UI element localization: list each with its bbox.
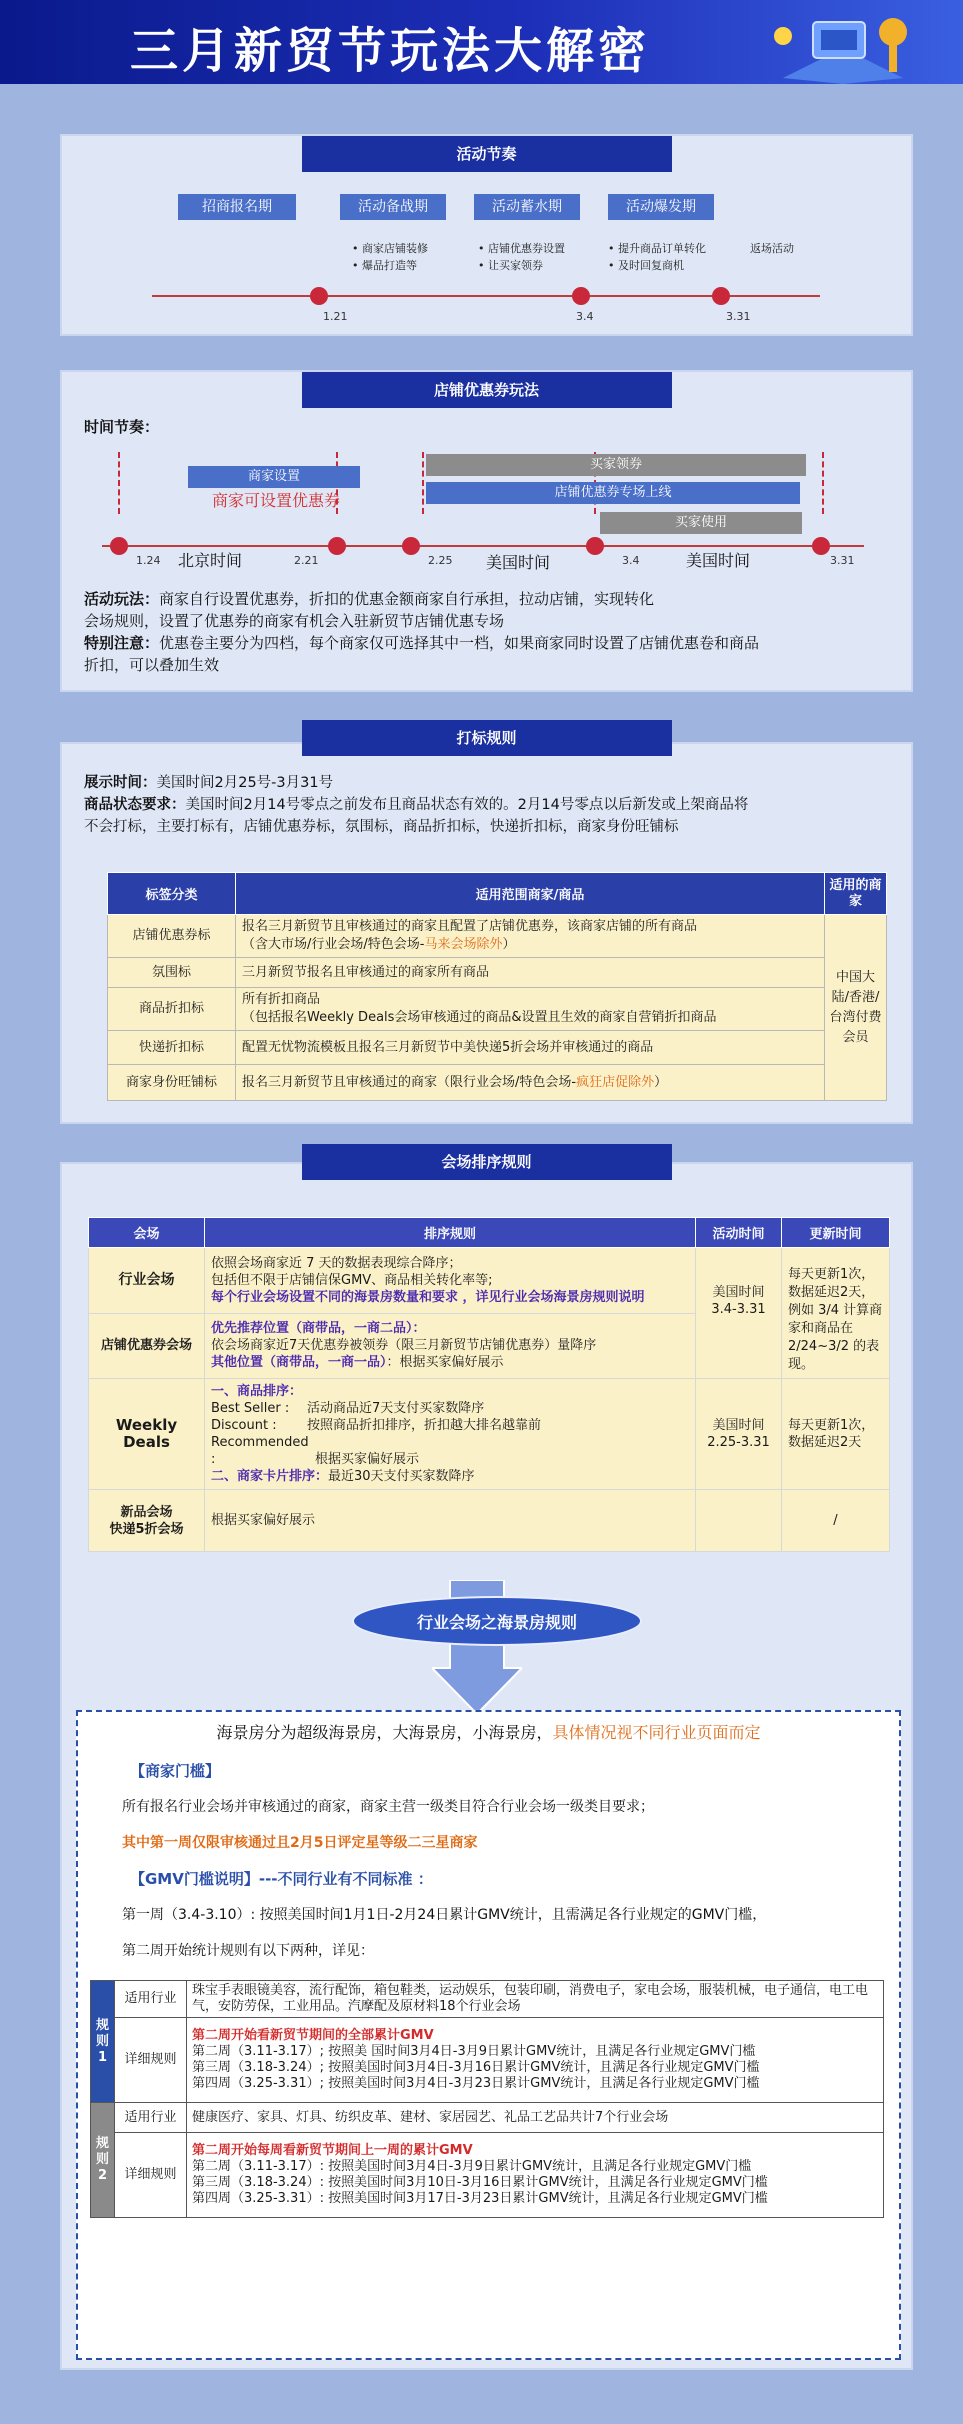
seaview-rules-box: 海景房分为超级海景房，大海景房，小海景房，具体情况视不同行业页面而定 【商家门槛】 所有报名行业会场并审核通过的商家，商家主营一级类目符合行业会场一级类目要求； 其中第一周仅限审核通过且2月5日评定星等级二三星商家 【GMV门槛说明】---不同行业有不同标准 ： 第一周（3.4-3.10）: 按照美国时间1月1日-2月24日累计GMV统计，且需满足各行业规定的GMV门槛， 第二周开始统计规则有以下两种，详见： 规则1 适用行业 珠宝手表眼镜美容，流行配饰，箱包鞋类，运动娱乐，包装印刷，消费电子，家电会场，服装机械，电子通信，电工电气，安防劳保，工业用品。汽摩配及原材料18个行业会场 详细规则 第二周开始看新贸节期间的全部累计GMV 第二周（3.11-3.17）; 按照美 国时间3月4日-3月9日累计GMV统计，且满足各行业规定GMV门槛 第三周（3.18-3.24）; 按照美国时间3月4日-3月16日累计GMV统计，且满足各行业规定GMV门槛 第四周（3.25-3.31）; 按照美国时间3月4日-3月23日累计GMV统计，且满足各行业规定GMV门槛 规则2 适用行业 健康医疗、家具、灯具、纺织皮革、建材、家居园艺、礼品工艺品共计7个行业会场 详细规则 第二周开始每周看新贸节期间上一周的累计GMV 第二周（3.11-3.17）: 按照美国时间3月4日-3月9日累计GMV统计，且满足各行业规定GMV门槛 第三周（3.18-3.24）: 按照美国时间3月10日-3月16日累计GMV统计，且满足各行业规定GMV门槛 第四周（3.25-3.31）: 按照美国时间3月17日-3月23日累计GMV统计，且满足各行业规定GMV门槛 xyxy=(76,1710,901,2360)
coupon-date-2: 2.21 xyxy=(294,554,319,567)
coupon-dot-2 xyxy=(328,537,346,555)
table-row: 详细规则 第二周开始每周看新贸节期间上一周的累计GMV 第二周（3.11-3.17）: 按照美国时间3月4日-3月9日累计GMV统计，且满足各行业规定GMV门槛 第三周（3.18-3.24）: 按照美国时间3月10日-3月16日累计GMV统计，且满足各行业规定GMV门槛 第四周（3.25-3.31）: 按照美国时间3月17日-3月23日累计GMV统计，且满足各行业规定GMV门槛 xyxy=(91,2133,884,2218)
gmv-rules-table xyxy=(90,1980,884,2218)
table-row: 氛围标 三月新贸节报名且审核通过的商家所有商品 xyxy=(108,958,887,988)
tag-header-category: 标签分类 xyxy=(108,873,236,915)
rhythm-dot-1 xyxy=(310,287,328,305)
merchant-scope-cell: 中国大陆/香港/台湾付费会员 xyxy=(825,915,887,1101)
warmup-bullets: • 店铺优惠券设置 • 让买家领券 xyxy=(478,242,565,272)
time-rhythm-label: 时间节奏： xyxy=(84,418,160,436)
sort-table: 会场 排序规则 活动时间 更新时间 行业会场 依照会场商家近 7 天的数据表现综合降序； 包括但不限于店铺信保GMV、商品相关转化率等; 每个行业会场设置不同的海景房数量和要求 ，详见行业会场海景房规则说明 美国时间 3.4-3.31 每天更新1次，数据延迟2天，例如 3/4 计算商家和商品在2/24~3/2 的表现。 店铺优惠券会场 优先推荐位置（商带品，一商二品）： 依会场商家近7天优惠券被领券（限三月新贸节店铺优惠券）量降序 其他位置（商带品，一商一品）：根据买家偏好展示 Weekly Deals 一、商品排序： Best Seller : 活动商品近7天支付买家数降序 Discount : 按照商品折扣排序，折扣越大排名越靠前 Recommended : 根据买家偏好展示 二、商家卡片排序：最近30天支付买家数降序 美国时间 2.25-3.31 每天更新1次，数据延迟2天 新品会场 快递5折会场 根据买家偏好展示 / xyxy=(88,1217,890,1552)
table-row: 店铺优惠券标 报名三月新贸节且审核通过的商家且配置了店铺优惠券，该商家店铺的所有商品 （含大市场/行业会场/特色会场-马来会场除外） 中国大陆/香港/台湾付费会员 xyxy=(108,915,887,958)
page-header xyxy=(0,0,963,84)
section-title-rhythm: 活动节奏 xyxy=(302,136,672,172)
tag-header-merchant: 适用的商家 xyxy=(825,873,887,915)
table-row: 商品折扣标 所有折扣商品 （包括报名Weekly Deals会场审核通过的商品&设置且生效的商家自营销折扣商品 xyxy=(108,988,887,1031)
phase-prep: 活动备战期 xyxy=(340,194,446,220)
rhythm-dot-3 xyxy=(712,287,730,305)
section-title-coupon: 店铺优惠券玩法 xyxy=(302,372,672,408)
play-rule-text: 活动玩法：商家自行设置优惠券，折扣的优惠金额商家自行承担，拉动店铺，实现转化 会场规则，设置了优惠券的商家有机会入驻新贸节店铺优惠专场 特别注意：优惠卷主要分为四档，每个商家仅可选择其中一档，如果商家同时设置了店铺优惠卷和商品 折扣，可以叠加生效 xyxy=(84,590,760,674)
zone-beijing: 北京时间 xyxy=(178,551,243,570)
activity-rhythm-card xyxy=(60,134,913,336)
table-row: 行业会场 依照会场商家近 7 天的数据表现综合降序； 包括但不限于店铺信保GMV、商品相关转化率等; 每个行业会场设置不同的海景房数量和要求 ，详见行业会场海景房规则说明 美国时间 3.4-3.31 每天更新1次，数据延迟2天，例如 3/4 计算商家和商品在2/24~3/2 的表现。 xyxy=(89,1248,890,1314)
table-row: 详细规则 第二周开始看新贸节期间的全部累计GMV 第二周（3.11-3.17）; 按照美 国时间3月4日-3月9日累计GMV统计，且满足各行业规定GMV门槛 第三周（3.18-3.24）; 按照美国时间3月4日-3月16日累计GMV统计，且满足各行业规定GMV门槛 第四周（3.25-3.31）; 按照美国时间3月4日-3月23日累计GMV统计，且满足各行业规定GMV门槛 xyxy=(91,2018,884,2103)
coupon-dot-1 xyxy=(110,537,128,555)
coupon-date-3: 2.25 xyxy=(428,554,453,567)
seaview-banner: 行业会场之海景房规则 xyxy=(352,1596,642,1646)
section-title-tag: 打标规则 xyxy=(302,720,672,756)
tag-header-scope: 适用范围商家/商品 xyxy=(236,873,825,915)
phase-burst: 活动爆发期 xyxy=(608,194,714,220)
rhythm-date-3: 3.31 xyxy=(726,310,751,323)
page-title: 三月新贸节玩法大解密 xyxy=(130,23,651,79)
tag-table xyxy=(107,872,887,1101)
venue-sort-card xyxy=(60,1153,913,2370)
rhythm-date-1: 1.21 xyxy=(323,310,348,323)
phase-warmup: 活动蓄水期 xyxy=(474,194,580,220)
phase-signup: 招商报名期 xyxy=(178,194,296,220)
coupon-date-1: 1.24 xyxy=(136,554,161,567)
coupon-date-5: 3.31 xyxy=(830,554,855,567)
seller-set-bar: 商家设置 xyxy=(188,466,360,488)
table-row: Weekly Deals 一、商品排序： Best Seller : 活动商品近7天支付买家数降序 Discount : 按照商品折扣排序，折扣越大排名越靠前 Recommended : 根据买家偏好展示 二、商家卡片排序：最近30天支付买家数降序 美国时间 2.25-3.31 每天更新1次，数据延迟2天 xyxy=(89,1379,890,1490)
buyer-claim-bar: 买家领券 xyxy=(426,454,806,476)
table-row: 商家身份旺铺标 报名三月新贸节且审核通过的商家（限行业会场/特色会场-疯狂店促除外） xyxy=(108,1065,887,1101)
table-row: 店铺优惠券会场 优先推荐位置（商带品，一商二品）： 依会场商家近7天优惠券被领券（限三月新贸节店铺优惠券）量降序 其他位置（商带品，一商一品）：根据买家偏好展示 xyxy=(89,1313,890,1379)
table-row: 快递折扣标 配置无忧物流模板且报名三月新贸节中美快递5折会场并审核通过的商品 xyxy=(108,1031,887,1065)
coupon-date-4: 3.4 xyxy=(622,554,640,567)
coupon-play-card xyxy=(60,370,913,692)
table-row: 规则1 适用行业 珠宝手表眼镜美容，流行配饰，箱包鞋类，运动娱乐，包装印刷，消费电子，家电会场，服装机械，电子通信，电工电气，安防劳保，工业用品。汽摩配及原材料18个行业会场 xyxy=(91,1981,884,2018)
tag-rules-card xyxy=(60,729,913,1124)
seller-can-set-text: 商家可设置优惠券 xyxy=(212,491,341,510)
burst-bullets: • 提升商品订单转化 • 及时回复商机 xyxy=(608,242,706,272)
coupon-dash-3 xyxy=(422,452,424,514)
table-row: 新品会场 快递5折会场 根据买家偏好展示 / xyxy=(89,1490,890,1552)
table-row: 规则2 适用行业 健康医疗、家具、灯具、纺织皮革、建材、家居园艺、礼品工艺品共计7个行业会场 xyxy=(91,2103,884,2133)
rhythm-date-2: 3.4 xyxy=(576,310,594,323)
section-title-sort: 会场排序规则 xyxy=(302,1144,672,1180)
coupon-dot-3 xyxy=(402,537,420,555)
tag-intro-text: 展示时间：美国时间2月25号-3月31号 商品状态要求：美国时间2月14号零点之前发布且商品状态有效的。2月14号零点以后新发或上架商品将 不会打标，主要打标有，店铺优惠券标，氛围标，商品折扣标，快递折扣标，商家身份旺铺标 xyxy=(84,775,749,835)
coupon-dot-5 xyxy=(812,537,830,555)
zone-us-2: 美国时间 xyxy=(686,551,751,570)
rhythm-dot-2 xyxy=(572,287,590,305)
header-illustration-icon xyxy=(743,8,943,84)
coupon-dash-5 xyxy=(822,452,824,514)
coupon-timeline xyxy=(102,545,864,547)
return-label: 返场活动 xyxy=(750,242,794,255)
zone-us-1: 美国时间 xyxy=(486,553,551,572)
prep-bullets: • 商家店铺装修 • 爆品打造等 xyxy=(352,242,428,272)
buyer-use-bar: 买家使用 xyxy=(600,512,802,534)
coupon-dot-4 xyxy=(586,537,604,555)
coupon-online-bar: 店铺优惠券专场上线 xyxy=(426,482,800,504)
coupon-dash-1 xyxy=(118,452,120,514)
